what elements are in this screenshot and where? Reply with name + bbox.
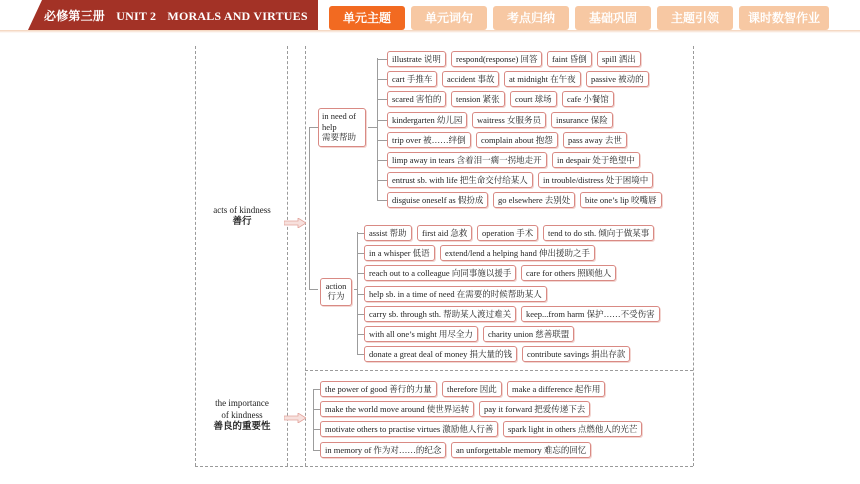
connector-line <box>354 289 358 290</box>
connector-line <box>313 389 314 450</box>
phrase-item: go elsewhere 去别处 <box>493 192 575 208</box>
phrase-item: faint 昏倒 <box>547 51 592 67</box>
connector-line <box>357 273 364 274</box>
phrase-item: therefore 因此 <box>442 381 502 397</box>
section-label-cn: 善良的重要性 <box>213 421 271 432</box>
book-label: 必修第三册 <box>44 9 106 23</box>
phrase-item: motivate others to practise virtues 激励他人行善 <box>320 421 498 437</box>
phrase-item: entrust sb. with life 把生命交付给某人 <box>387 172 533 188</box>
connector-line <box>313 450 320 451</box>
phrase-item: trip over 被……绊倒 <box>387 132 471 148</box>
section-label-en: the importance of kindness <box>215 398 269 420</box>
branch-action <box>320 278 352 306</box>
arrow-right-icon <box>284 413 306 423</box>
phrase-item: tend to do sth. 倾向于做某事 <box>543 225 654 241</box>
column-divider <box>287 46 288 466</box>
section-importance-of-kindness <box>199 397 285 433</box>
arrow-right-icon <box>284 218 306 228</box>
phrase-item: keep...from harm 保护……不受伤害 <box>521 306 660 322</box>
unit-title <box>44 7 316 24</box>
tab-key-points[interactable]: 考点归纳 <box>493 6 569 30</box>
branch-label-cn: 需要帮助 <box>322 133 357 143</box>
phrase-item: waitress 女服务员 <box>472 112 546 128</box>
connector-line <box>313 389 320 390</box>
phrase-item: respond(response) 回答 <box>451 51 542 67</box>
connector-line <box>313 429 320 430</box>
phrase-item: the power of good 善行的力量 <box>320 381 437 397</box>
phrase-item: contribute savings 捐出存款 <box>522 346 630 362</box>
phrase-item: pay it forward 把爱传递下去 <box>479 401 590 417</box>
phrase-item: illustrate 说明 <box>387 51 446 67</box>
connector-line <box>357 233 364 234</box>
phrase-item: bite one’s lip 咬嘴唇 <box>580 192 662 208</box>
connector-line <box>377 160 387 161</box>
section-label-cn: 善行 <box>232 216 252 227</box>
connector-line <box>357 354 364 355</box>
left-divider <box>195 46 196 466</box>
connector-line <box>357 294 364 295</box>
phrase-item: operation 手术 <box>477 225 538 241</box>
content-right-border <box>693 46 694 466</box>
phrase-item: court 球场 <box>510 91 557 107</box>
connector-line <box>313 409 320 410</box>
connector-line <box>357 253 364 254</box>
tab-unit-theme[interactable]: 单元主题 <box>329 6 405 30</box>
branch-label-en: in need of help <box>322 111 356 132</box>
phrase-item: with all one’s might 用尽全力 <box>364 326 478 342</box>
phrase-item: assist 帮助 <box>364 225 412 241</box>
section-label-en: acts of kindness <box>213 205 271 215</box>
tab-unit-vocabulary[interactable]: 单元词句 <box>411 6 487 30</box>
phrase-item: passive 被动的 <box>586 71 649 87</box>
tab-digital-homework[interactable]: 课时数智作业 <box>739 6 829 30</box>
phrase-item: in despair 处于绝望中 <box>552 152 640 168</box>
branch-label-en: action <box>325 281 347 291</box>
phrase-item: complain about 抱怨 <box>476 132 558 148</box>
unit-label: UNIT 2 <box>116 9 157 23</box>
connector-line <box>377 120 387 121</box>
header-underline <box>0 30 860 33</box>
phrase-item: donate a great deal of money 捐大量的钱 <box>364 346 517 362</box>
phrase-item: reach out to a colleague 向同事施以援手 <box>364 265 516 281</box>
phrase-item: kindergarten 幼儿园 <box>387 112 467 128</box>
phrase-item: in memory of 作为对……的纪念 <box>320 442 446 458</box>
phrase-item: extend/lend a helping hand 伸出援助之手 <box>440 245 595 261</box>
content-left-border <box>305 46 306 466</box>
phrase-item: pass away 去世 <box>563 132 627 148</box>
phrase-item: accident 事故 <box>442 71 499 87</box>
phrase-item: help sb. in a time of need 在需要的时候帮助某人 <box>364 286 547 302</box>
connector-line <box>377 200 387 201</box>
phrase-item: tension 紧张 <box>451 91 505 107</box>
phrase-item: spill 洒出 <box>597 51 641 67</box>
phrase-item: care for others 照顾他人 <box>521 265 616 281</box>
phrase-item: make the world move around 使世界运转 <box>320 401 474 417</box>
phrase-item: in trouble/distress 处于困境中 <box>538 172 653 188</box>
tab-basic-practice[interactable]: 基础巩固 <box>575 6 651 30</box>
phrase-item: make a difference 起作用 <box>507 381 605 397</box>
section-acts-of-kindness <box>199 204 285 228</box>
connector-line <box>377 140 387 141</box>
phrase-item: charity union 慈善联盟 <box>483 326 574 342</box>
connector-line <box>309 127 310 290</box>
phrase-item: first aid 急救 <box>417 225 472 241</box>
phrase-item: at midnight 在午夜 <box>504 71 581 87</box>
phrase-item: cart 手推车 <box>387 71 437 87</box>
connector-line <box>357 334 364 335</box>
phrase-item: scared 害怕的 <box>387 91 446 107</box>
bottom-border <box>195 466 693 467</box>
phrase-item: spark light in others 点燃他人的光芒 <box>503 421 642 437</box>
phrase-item: insurance 保险 <box>551 112 613 128</box>
connector-line <box>377 59 387 60</box>
connector-line <box>377 180 387 181</box>
connector-line <box>377 99 387 100</box>
header-bar <box>0 0 860 34</box>
phrase-item: in a whisper 低语 <box>364 245 435 261</box>
phrase-item: limp away in tears 含着泪一瘸一拐地走开 <box>387 152 547 168</box>
phrase-item: carry sb. through sth. 帮助某人渡过难关 <box>364 306 516 322</box>
phrase-item: disguise oneself as 假扮成 <box>387 192 488 208</box>
branch-in-need-of-help <box>318 108 366 147</box>
connector-line <box>357 314 364 315</box>
section-divider <box>305 370 693 371</box>
connector-line <box>377 79 387 80</box>
branch-label-cn: 行为 <box>327 292 345 302</box>
connector-line <box>368 127 377 128</box>
unit-title-label: MORALS AND VIRTUES <box>167 9 308 23</box>
connector-line <box>309 127 318 128</box>
phrase-item: cafe 小餐馆 <box>562 91 614 107</box>
phrase-item: an unforgettable memory 难忘的回忆 <box>451 442 591 458</box>
tab-theme-guide[interactable]: 主题引领 <box>657 6 733 30</box>
connector-line <box>309 289 318 290</box>
